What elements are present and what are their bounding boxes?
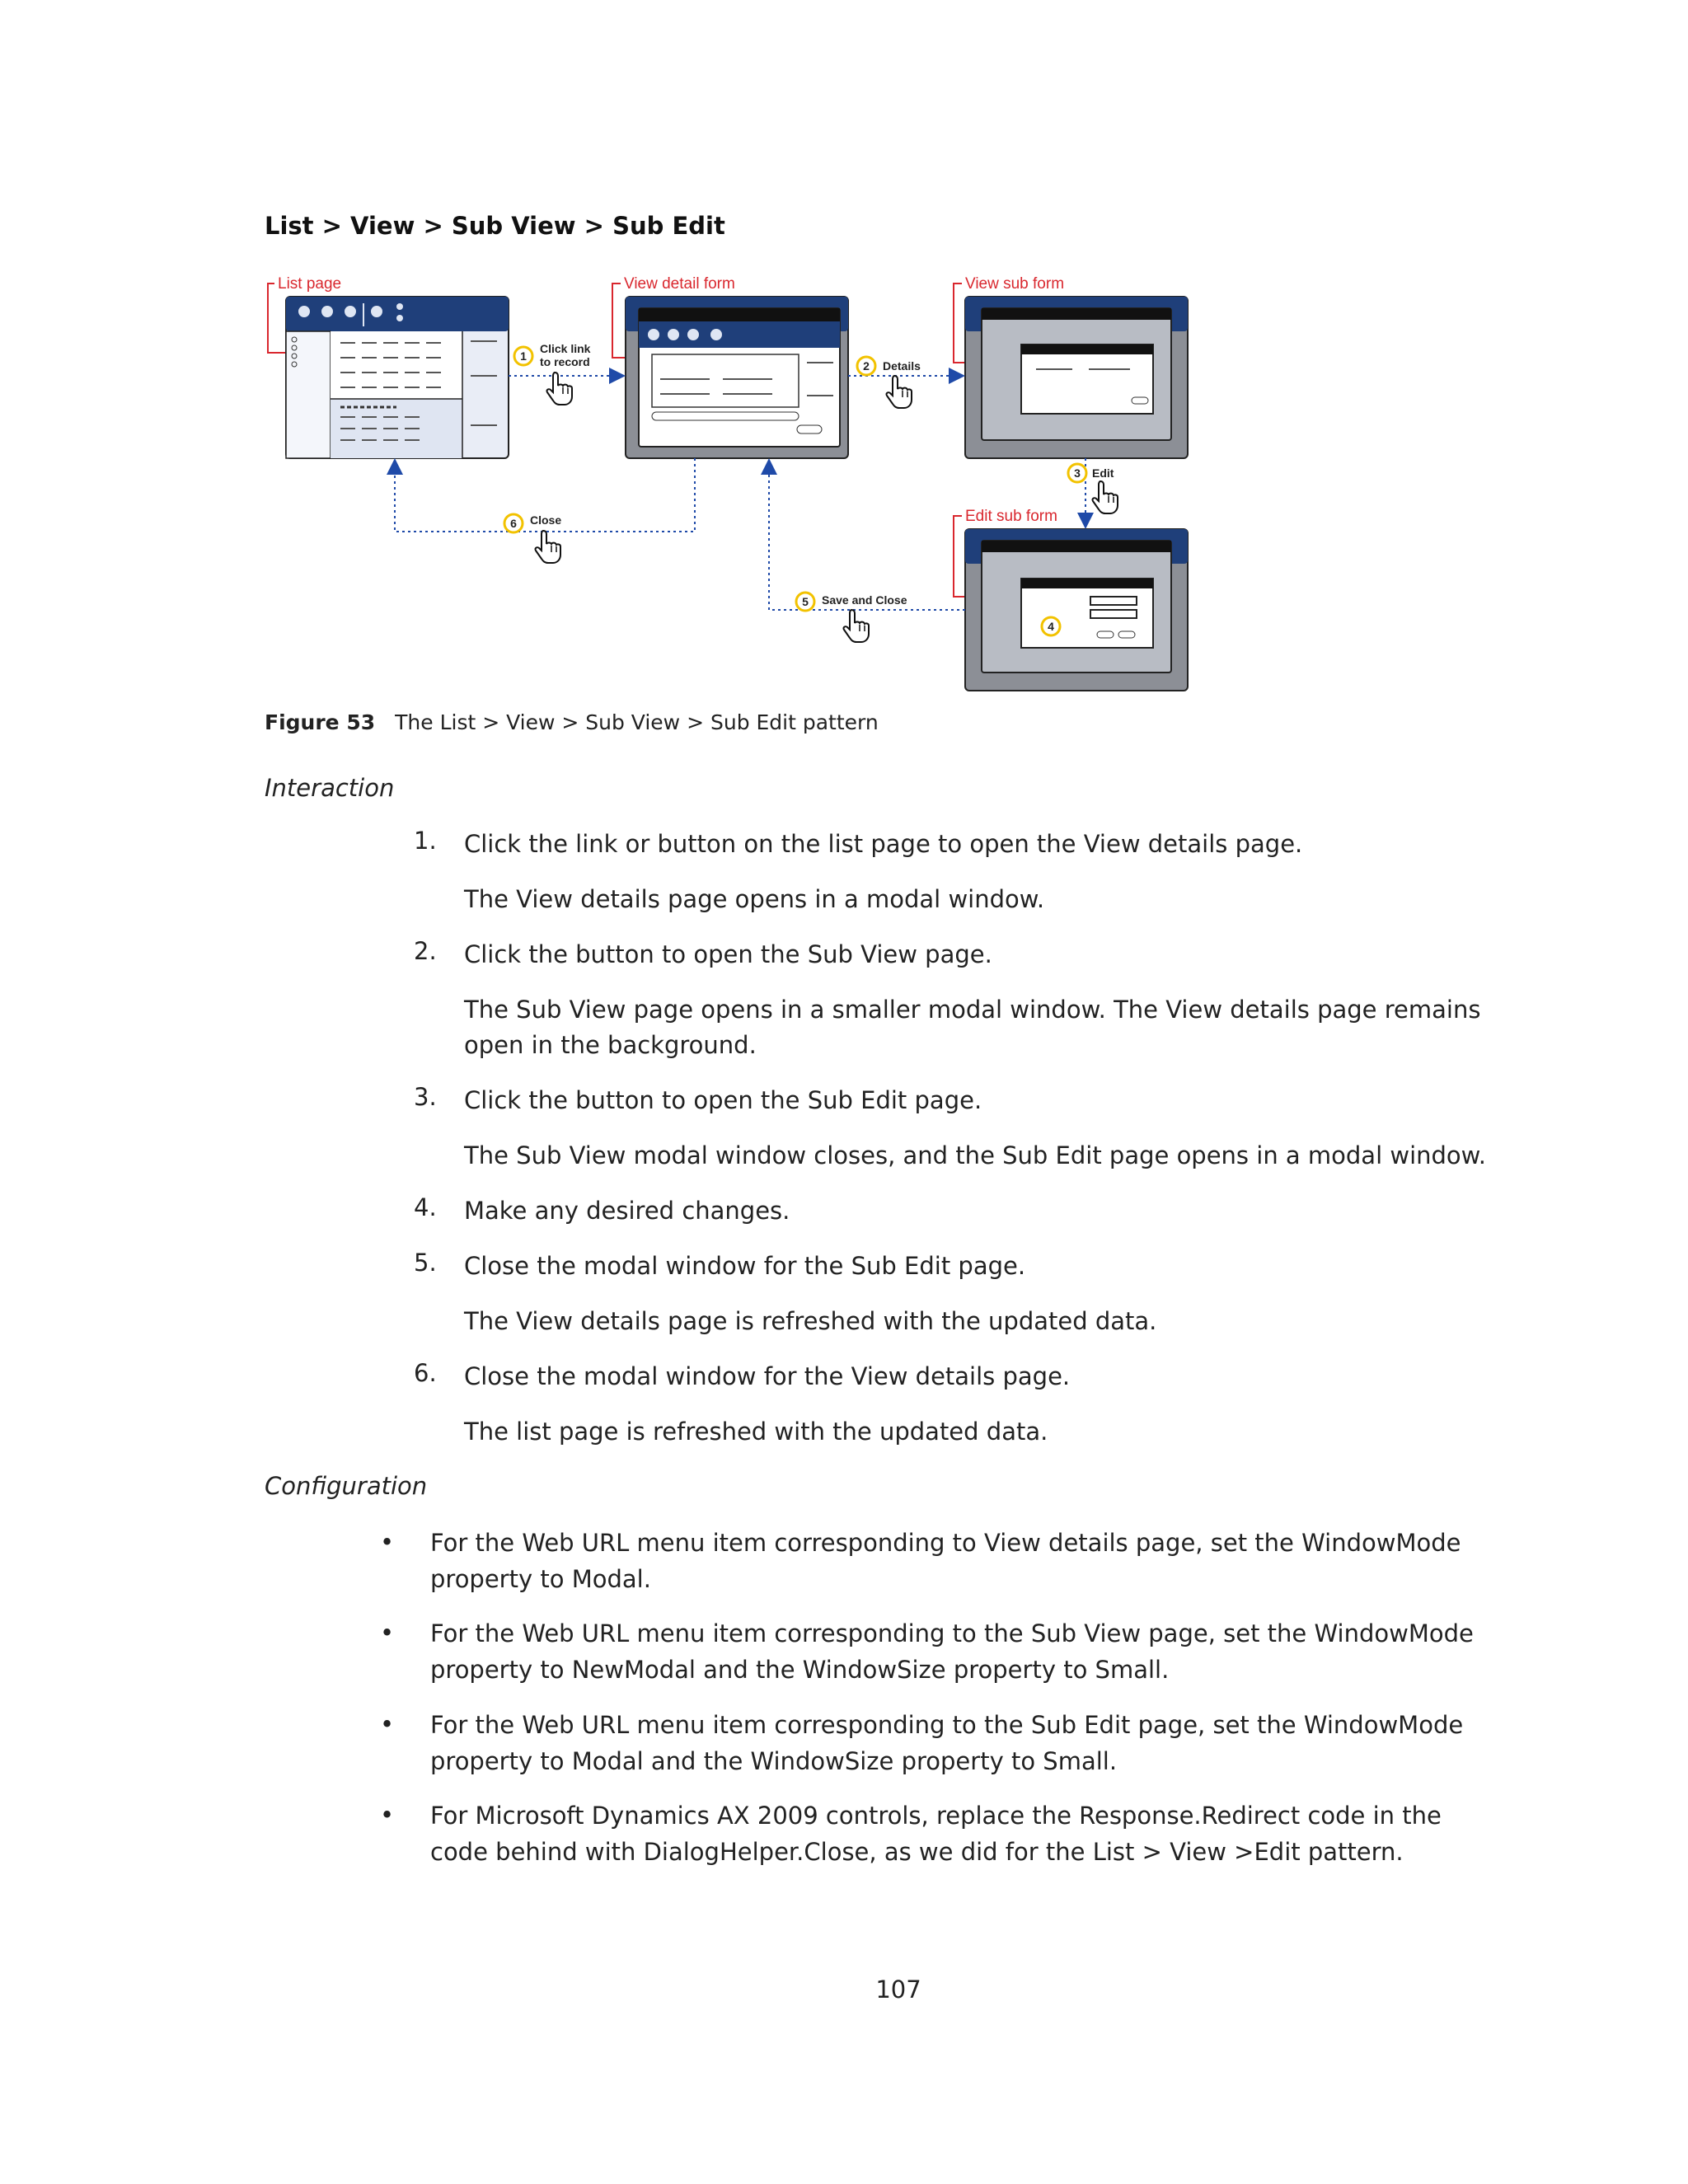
step-2 xyxy=(857,357,921,408)
svg-text:3: 3 xyxy=(1074,466,1081,480)
step-text: Close the modal window for the View details page. xyxy=(464,1362,1071,1390)
step-3 xyxy=(1068,464,1118,513)
bullet-icon: • xyxy=(380,1619,395,1647)
step-text: Close the modal window for the Sub Edit page. xyxy=(464,1252,1026,1280)
step-note: The Sub View page opens in a smaller modal window. The View details page remains open in the background. xyxy=(464,996,1481,1059)
step-number: 6. xyxy=(414,1359,437,1387)
step-text: Click the link or button on the list page to open the View details page. xyxy=(464,830,1303,858)
section-heading: List > View > Sub View > Sub Edit xyxy=(265,212,725,240)
svg-text:4: 4 xyxy=(1048,620,1054,633)
step-1-label-line2: to record xyxy=(540,355,590,368)
bullet-icon: • xyxy=(380,1710,395,1738)
hand-cursor-icon xyxy=(535,531,560,563)
step-number: 3. xyxy=(414,1083,437,1111)
step-number: 5. xyxy=(414,1249,437,1277)
bullet-icon: • xyxy=(380,1801,395,1829)
list-page-label: List page xyxy=(278,275,342,293)
hand-cursor-icon xyxy=(546,373,572,405)
edit-sub-form-label: Edit sub form xyxy=(965,508,1057,525)
step-2-label: Details xyxy=(883,359,921,373)
hand-cursor-icon xyxy=(843,610,869,642)
step-note: The list page is refreshed with the updated data. xyxy=(464,1418,1048,1446)
step-note: The View details page opens in a modal window. xyxy=(464,885,1045,913)
step-text: Click the button to open the Sub Edit page. xyxy=(464,1086,982,1114)
step-1 xyxy=(514,342,591,405)
step-text: Make any desired changes. xyxy=(464,1197,790,1225)
step-6-label: Close xyxy=(530,513,562,527)
step-6 xyxy=(504,513,561,563)
step-5 xyxy=(796,593,907,642)
figure-caption-text: The List > View > Sub View > Sub Edit pattern xyxy=(395,710,879,734)
svg-text:6: 6 xyxy=(510,517,517,530)
page-number: 107 xyxy=(875,1975,921,2004)
interaction-title: Interaction xyxy=(265,774,395,802)
view-detail-window xyxy=(626,297,848,458)
svg-text:1: 1 xyxy=(520,349,527,363)
figure-caption xyxy=(265,710,879,734)
step-number: 1. xyxy=(414,827,437,855)
figure-number: Figure 53 xyxy=(265,710,376,734)
hand-cursor-icon xyxy=(886,376,912,408)
bullet-text: For the Web URL menu item corresponding to View details page, set the WindowMode property to Modal. xyxy=(430,1529,1461,1593)
view-sub-form-label: View sub form xyxy=(965,275,1065,293)
configuration-title: Configuration xyxy=(265,1472,428,1500)
step-number: 4. xyxy=(414,1193,437,1221)
edit-sub-window xyxy=(965,529,1188,691)
step-number: 2. xyxy=(414,937,437,965)
step-3-label: Edit xyxy=(1092,466,1114,480)
bullet-icon: • xyxy=(380,1528,395,1556)
bullet-text: For the Web URL menu item corresponding to the Sub Edit page, set the WindowMode property to Modal and the WindowSize property to Small. xyxy=(430,1711,1464,1775)
step-text: Click the button to open the Sub View page. xyxy=(464,940,992,968)
step-note: The Sub View modal window closes, and the Sub Edit page opens in a modal window. xyxy=(464,1141,1486,1169)
bullet-text: For the Web URL menu item corresponding to the Sub View page, set the WindowMode property to NewModal and the WindowSize property to Small. xyxy=(430,1619,1474,1684)
step-note: The View details page is refreshed with the updated data. xyxy=(464,1307,1157,1335)
list-page-window xyxy=(286,297,509,458)
step-1-label-line1: Click link xyxy=(540,342,591,355)
step-4 xyxy=(1042,617,1060,635)
view-sub-window xyxy=(965,297,1188,458)
pattern-diagram xyxy=(265,264,1204,701)
view-detail-form-label: View detail form xyxy=(624,275,735,293)
svg-text:2: 2 xyxy=(863,359,870,373)
step-5-label: Save and Close xyxy=(822,593,907,607)
bullet-text: For Microsoft Dynamics AX 2009 controls, replace the Response.Redirect code in the code behind with DialogHelper.Close, as we did for the List > View >Edit pattern. xyxy=(430,1802,1442,1866)
svg-text:5: 5 xyxy=(802,595,809,608)
hand-cursor-icon xyxy=(1092,481,1118,513)
